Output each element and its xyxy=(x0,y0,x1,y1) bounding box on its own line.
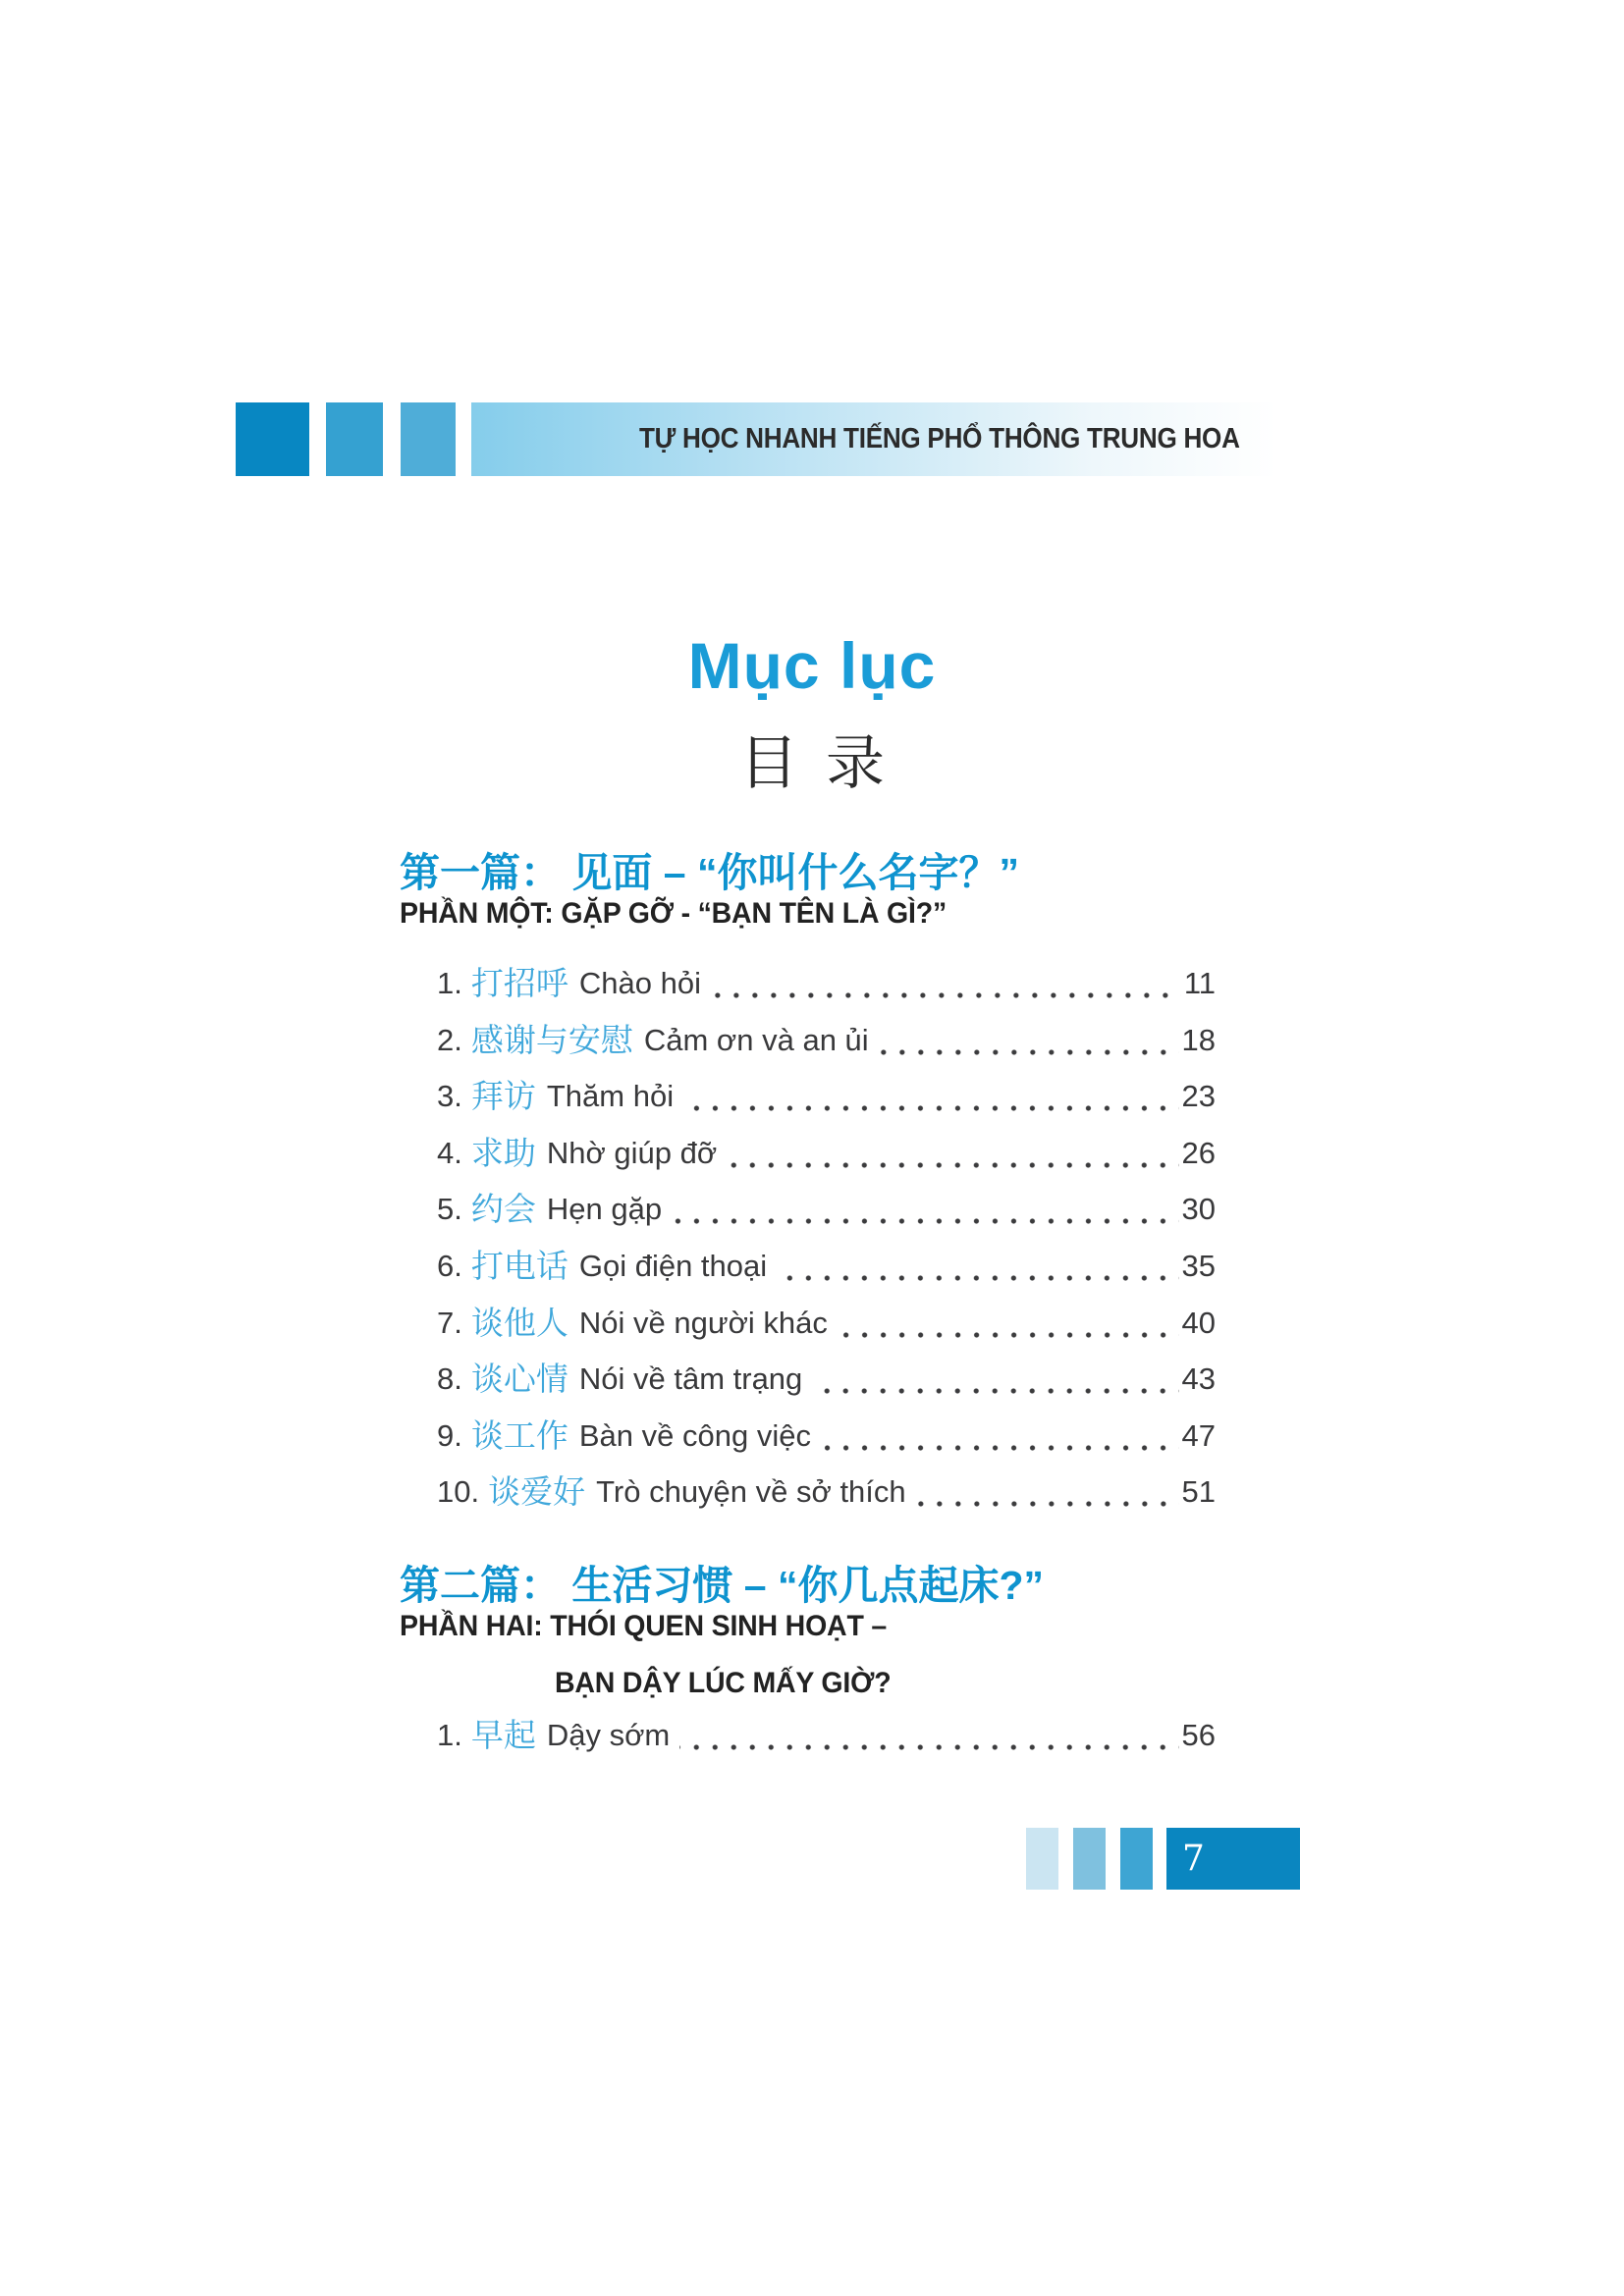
item-vietnamese: Thăm hỏi xyxy=(546,1079,675,1114)
toc-item xyxy=(437,964,1216,1021)
item-page-number: 51 xyxy=(1181,1474,1216,1510)
item-vietnamese: Dậy sớm xyxy=(546,1718,671,1752)
item-chinese: 感谢与安慰 xyxy=(470,1020,633,1059)
dot-leader xyxy=(812,1388,1178,1394)
dot-leader xyxy=(711,992,1181,998)
header-square-dark xyxy=(236,402,309,476)
item-chinese: 打招呼 xyxy=(470,964,568,1002)
item-page-number: 43 xyxy=(1181,1362,1216,1397)
item-number: 2. xyxy=(437,1022,462,1057)
book-title: TỰ HỌC NHANH TIẾNG PHỔ THÔNG TRUNG HOA xyxy=(639,423,1240,454)
footer-square-light xyxy=(1026,1828,1058,1890)
page-header xyxy=(0,402,1624,476)
item-number: 3. xyxy=(437,1079,462,1114)
page-title-vietnamese: Mục lục xyxy=(687,629,937,702)
item-chinese: 谈心情 xyxy=(470,1360,568,1399)
item-vietnamese: Gọi điện thoại xyxy=(578,1248,768,1283)
item-number: 10. xyxy=(437,1474,480,1510)
item-page-number: 40 xyxy=(1181,1305,1216,1340)
section2-heading-vietnamese-line1: PHẦN HAI: THÓI QUEN SINH HOẠT – xyxy=(400,1610,888,1642)
item-chinese: 拜访 xyxy=(470,1077,536,1116)
item-number: 1. xyxy=(437,966,462,1000)
item-number: 5. xyxy=(437,1192,462,1227)
toc-item xyxy=(437,1190,1216,1247)
dot-leader xyxy=(679,1744,1178,1750)
toc-item xyxy=(437,1416,1216,1473)
item-page-number: 56 xyxy=(1181,1718,1216,1752)
toc-item xyxy=(437,1134,1216,1191)
item-chinese: 谈爱好 xyxy=(488,1472,586,1512)
dot-leader xyxy=(821,1445,1179,1451)
item-number: 4. xyxy=(437,1135,462,1170)
toc-item xyxy=(437,1304,1216,1361)
dot-leader xyxy=(672,1218,1178,1224)
item-vietnamese: Bàn về công việc xyxy=(578,1417,811,1453)
toc-item xyxy=(437,1247,1216,1304)
toc-item xyxy=(437,1716,1216,1773)
dot-leader xyxy=(777,1275,1178,1281)
footer-page-number-bar xyxy=(1166,1828,1300,1890)
dot-leader xyxy=(879,1049,1179,1055)
section1-item-list xyxy=(437,964,1216,1529)
item-page-number: 47 xyxy=(1181,1417,1216,1453)
dot-leader xyxy=(838,1332,1179,1338)
item-number: 7. xyxy=(437,1305,462,1340)
item-number: 1. xyxy=(437,1718,462,1752)
section2-item-list xyxy=(437,1716,1216,1773)
item-number: 8. xyxy=(437,1362,462,1397)
item-chinese: 早起 xyxy=(470,1716,536,1754)
item-page-number: 18 xyxy=(1181,1022,1216,1057)
item-chinese: 打电话 xyxy=(470,1246,568,1285)
page-footer xyxy=(0,1828,1624,1890)
header-gradient-bar xyxy=(471,402,1302,476)
toc-item xyxy=(437,1077,1216,1134)
item-vietnamese: Nói về người khác xyxy=(578,1305,828,1340)
toc-item xyxy=(437,1021,1216,1078)
item-vietnamese: Trò chuyện về sở thích xyxy=(596,1474,906,1510)
section1-heading-vietnamese: PHẦN MỘT: GẶP GỠ - “BẠN TÊN LÀ GÌ?” xyxy=(400,897,947,930)
item-page-number: 30 xyxy=(1181,1192,1216,1227)
header-square-mid xyxy=(326,402,383,476)
item-chinese: 谈他人 xyxy=(470,1303,568,1342)
item-page-number: 23 xyxy=(1181,1079,1216,1114)
section2-heading-chinese: 第二篇： 生活习惯 – “你几点起床?” xyxy=(400,1563,1045,1608)
dot-leader xyxy=(727,1162,1178,1168)
toc-item xyxy=(437,1472,1216,1529)
footer-square-mid xyxy=(1073,1828,1106,1890)
dot-leader xyxy=(683,1105,1178,1111)
item-number: 9. xyxy=(437,1417,462,1453)
item-vietnamese: Cảm ơn và an ủi xyxy=(643,1022,869,1057)
section1-heading-chinese: 第一篇： 见面 – “你叫什么名字？” xyxy=(400,850,1019,895)
item-page-number: 26 xyxy=(1181,1135,1216,1170)
item-vietnamese: Nói về tâm trạng xyxy=(578,1362,803,1397)
item-vietnamese: Nhờ giúp đỡ xyxy=(546,1135,718,1170)
item-chinese: 约会 xyxy=(470,1190,536,1229)
toc-item xyxy=(437,1360,1216,1416)
item-vietnamese: Hẹn gặp xyxy=(546,1192,663,1227)
item-page-number: 35 xyxy=(1181,1248,1216,1283)
page-number: 7 xyxy=(1182,1839,1205,1879)
section2-heading-vietnamese-line2: BẠN DẬY LÚC MẤY GIỜ? xyxy=(555,1667,892,1699)
item-page-number: 11 xyxy=(1183,966,1216,1000)
header-square-light xyxy=(401,402,456,476)
item-chinese: 求助 xyxy=(470,1133,536,1172)
item-number: 6. xyxy=(437,1248,462,1283)
item-vietnamese: Chào hỏi xyxy=(578,966,701,1000)
page-title-chinese: 目录 xyxy=(739,729,912,798)
footer-square-dark xyxy=(1120,1828,1153,1890)
dot-leader xyxy=(916,1501,1179,1507)
item-chinese: 谈工作 xyxy=(470,1415,568,1455)
